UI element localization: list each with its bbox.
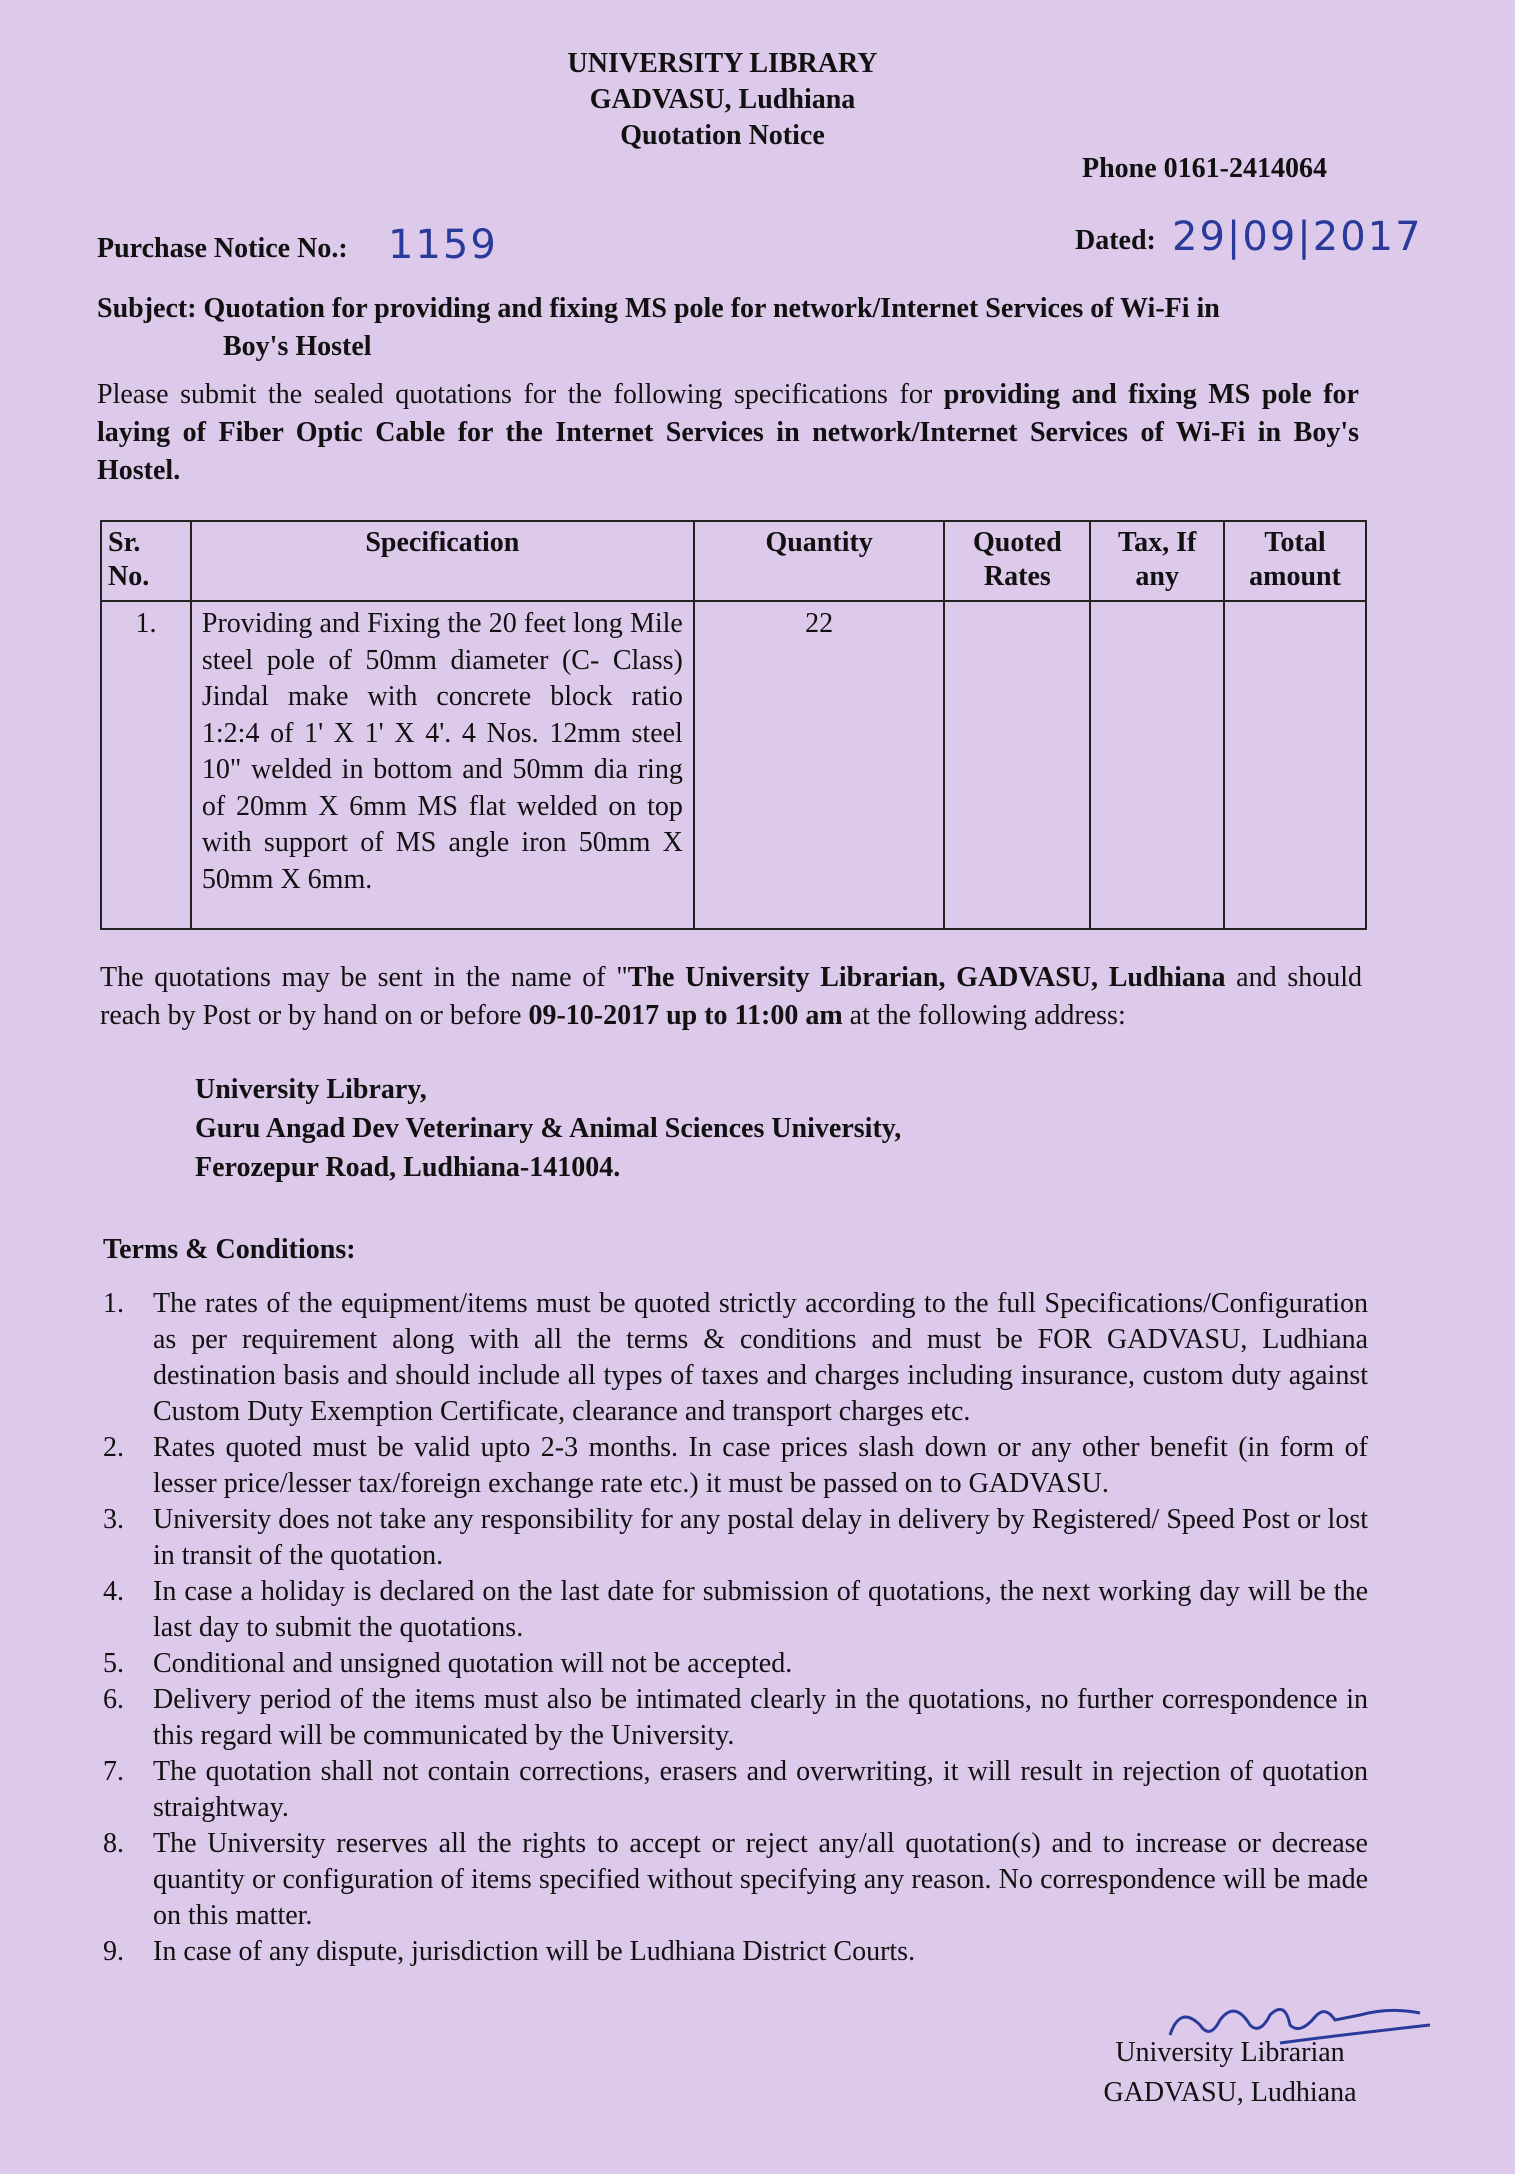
term-text: In case a holiday is declared on the last date for submission of quotations, the next working day will be the last day to submit the quotations. [153, 1576, 1368, 1643]
list-item [103, 1826, 1368, 1934]
cell-quoted-rates [944, 601, 1090, 929]
header-sr-line1: Sr. [108, 527, 141, 558]
intro-text: Please submit the sealed quotations for the following specifications for [97, 379, 944, 410]
term-text: Rates quoted must be valid upto 2-3 months. In case prices slash down or any other benefit (in form of lesser price/lesser tax/foreign exchange rate etc.) it must be passed on to GADVASU. [153, 1432, 1368, 1499]
header-total-line2: amount [1249, 561, 1341, 592]
term-number: 7. [103, 1756, 124, 1787]
submission-deadline: 09-10-2017 up to 11:00 am [528, 1000, 843, 1031]
list-item [103, 1934, 1368, 1970]
terms-heading: Terms & Conditions: [103, 1234, 356, 1265]
purchase-notice-number: 1159 [388, 222, 498, 268]
list-item [103, 1754, 1368, 1826]
list-item [103, 1646, 1368, 1682]
list-item [103, 1502, 1368, 1574]
address-block [195, 1070, 901, 1187]
list-item [103, 1682, 1368, 1754]
term-number: 6. [103, 1684, 124, 1715]
cell-tax [1090, 601, 1224, 929]
submission-addressee: The University Librarian, GADVASU, Ludhiana [627, 962, 1226, 993]
terms-list [103, 1286, 1368, 1970]
term-text: The University reserves all the rights to accept or reject any/all quotation(s) and to increase or decrease quantity or configuration of items specified without specifying any reason. No correspondence will be made on this matter. [153, 1828, 1368, 1931]
list-item [103, 1430, 1368, 1502]
dated-label: Dated: [1075, 225, 1156, 256]
term-number: 1. [103, 1288, 124, 1319]
cell-specification: Providing and Fixing the 20 feet long Mile steel pole of 50mm diameter (C- Class) Jindal make with concrete block ratio 1:2:4 of 1' X 1' X 4'. 4 Nos. 12mm steel 10" welded in bottom and 50mm dia ring of 20mm X 6mm MS flat welded on top with support of MS angle iron 50mm X 50mm X 6mm. [191, 601, 694, 929]
subject-label: Subject: [97, 293, 197, 324]
term-number: 8. [103, 1828, 124, 1859]
term-number: 5. [103, 1648, 124, 1679]
cell-total-amount [1224, 601, 1366, 929]
header-total-amount [1224, 521, 1366, 601]
term-number: 2. [103, 1432, 124, 1463]
subject [97, 290, 1367, 366]
address-line3: Ferozepur Road, Ludhiana-141004. [195, 1152, 621, 1183]
submission-text-2: and should reach by Post or by hand on or before [100, 962, 1362, 1031]
address-line1: University Library, [195, 1074, 427, 1105]
term-text: Conditional and unsigned quotation will not be accepted. [153, 1648, 793, 1679]
address-line2: Guru Angad Dev Veterinary & Animal Sciences University, [195, 1113, 902, 1144]
header-tax [1090, 521, 1224, 601]
cell-quantity: 22 [694, 601, 945, 929]
term-number: 9. [103, 1936, 124, 1967]
submission-text-1: The quotations may be sent in the name of " [100, 962, 628, 993]
term-number: 4. [103, 1576, 124, 1607]
header-tax-line2: any [1135, 561, 1179, 592]
handwritten-date: 29|09|2017 [1172, 214, 1423, 260]
term-text: Delivery period of the items must also be intimated clearly in the quotations, no further correspondence in this regard will be communicated by the University. [153, 1684, 1368, 1751]
signatory-title: University Librarian [1115, 2037, 1345, 2068]
subject-line1: Quotation for providing and fixing MS pole for network/Internet Services of Wi-Fi in [203, 293, 1220, 324]
header-quoted-line1: Quoted [973, 527, 1062, 558]
header-total-line1: Total [1264, 527, 1326, 558]
term-number: 3. [103, 1504, 124, 1535]
table-header-row [101, 521, 1366, 601]
header-specification: Specification [191, 521, 694, 601]
signature-block [1080, 2033, 1380, 2113]
table-row [101, 601, 1366, 929]
header-quoted-rates [944, 521, 1090, 601]
term-text: In case of any dispute, jurisdiction will be Ludhiana District Courts. [153, 1936, 916, 1967]
list-item [103, 1574, 1368, 1646]
header-sr-no [101, 521, 191, 601]
intro-bold-text: providing and fixing MS pole for laying of Fiber Optic Cable for the Internet Services in network/Internet Services of Wi-Fi in Boy's Hostel. [97, 379, 1359, 486]
phone-number: Phone 0161-2414064 [1082, 153, 1327, 184]
list-item [103, 1286, 1368, 1430]
term-text: The rates of the equipment/items must be quoted strictly according to the full Specifications/Configuration as per requirement along with all the terms & conditions and must be FOR GADVASU, Ludhiana destination basis and should include all types of taxes and charges including insurance, custom duty against Custom Duty Exemption Certificate, clearance and transport charges etc. [153, 1288, 1368, 1427]
header-quoted-line2: Rates [983, 561, 1051, 592]
term-text: University does not take any responsibility for any postal delay in delivery by Registered/ Speed Post or lost in transit of the quotation. [153, 1504, 1368, 1571]
header-quantity: Quantity [694, 521, 945, 601]
term-text: The quotation shall not contain corrections, erasers and overwriting, it will result in rejection of quotation straightway. [153, 1756, 1368, 1823]
cell-sr-no: 1. [101, 601, 191, 929]
notice-title: Quotation Notice [620, 120, 825, 151]
submission-paragraph [100, 959, 1362, 1035]
submission-text-3: at the following address: [842, 1000, 1126, 1031]
header-tax-line1: Tax, If [1118, 527, 1197, 558]
subject-line2: Boy's Hostel [223, 331, 372, 362]
library-title: UNIVERSITY LIBRARY [567, 48, 878, 79]
intro-paragraph [97, 376, 1359, 490]
university-name: GADVASU, Ludhiana [589, 84, 856, 115]
specification-table [100, 520, 1367, 930]
purchase-notice-label: Purchase Notice No.: [97, 233, 348, 264]
signatory-org: GADVASU, Ludhiana [1103, 2077, 1357, 2108]
header-sr-line2: No. [108, 561, 150, 592]
